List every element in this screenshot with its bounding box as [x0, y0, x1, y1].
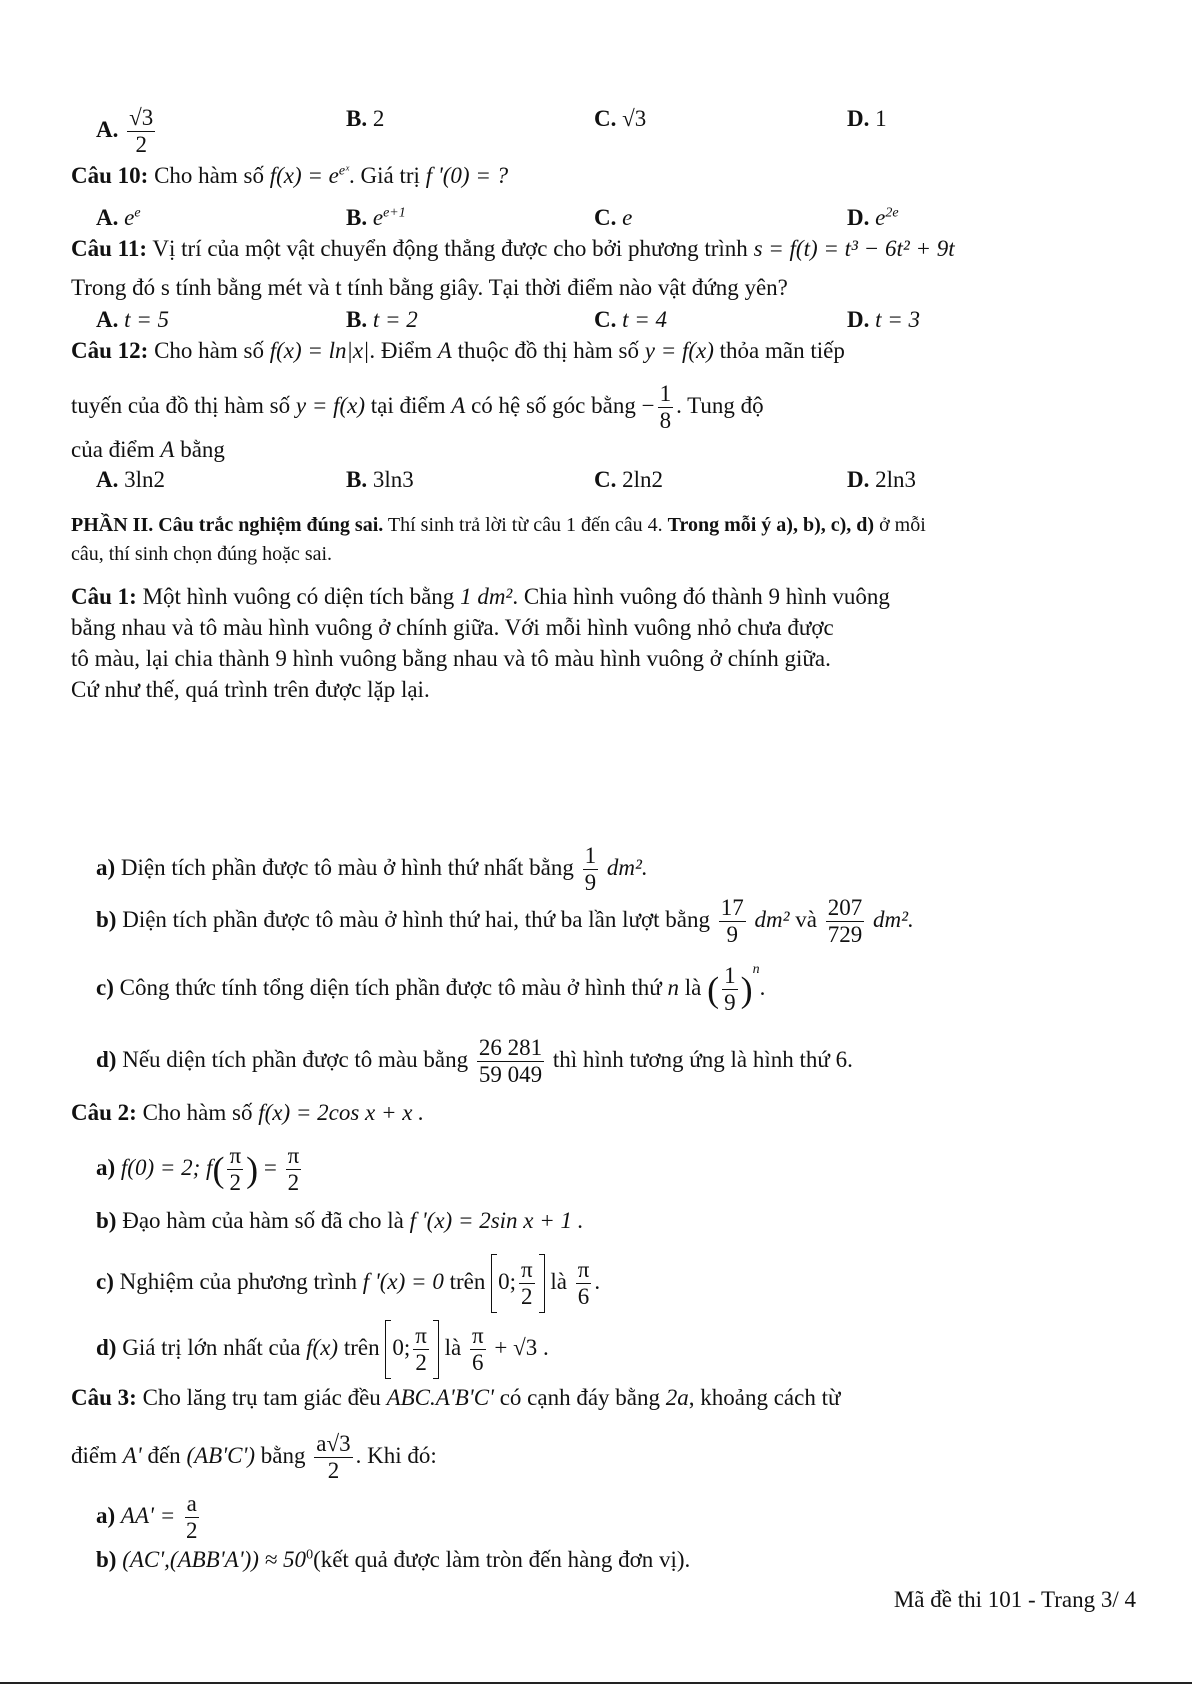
- q9-option-b-label: B.: [346, 106, 368, 131]
- q11-option-c-label: C.: [594, 307, 617, 332]
- p2q1-b-unit1: dm²: [754, 906, 790, 932]
- part2-heading: [71, 514, 926, 537]
- p2q2-d-la: là: [444, 1334, 462, 1360]
- q12-line3-text-b: bằng: [180, 437, 225, 462]
- q11-text: Vị trí của một vật chuyển động thẳng được cho bởi phương trình: [152, 236, 748, 261]
- q12-slope-den: 8: [659, 408, 672, 434]
- q9-option-c-label: C.: [594, 106, 617, 131]
- p2q2-a-result: [286, 1144, 302, 1195]
- q12-function: f(x) = ln|x|: [269, 338, 370, 363]
- p2q1-c-den: 9: [724, 990, 736, 1016]
- p2q3-b-text: (kết quả được làm tròn đến hàng đơn vị).: [313, 1547, 691, 1572]
- q10-stem: [71, 163, 508, 189]
- q12-option-c-value: 2ln2: [622, 467, 664, 492]
- p2q3-line2-bang: bằng: [260, 1442, 306, 1468]
- q12-option-d-label: D.: [847, 467, 870, 492]
- q12-option-b-label: B.: [346, 467, 368, 492]
- p2q2-stem: [71, 1100, 424, 1126]
- p2q1-text-b: . Chia hình vuông đó thành 9 hình vuông: [512, 584, 890, 609]
- p2q1-b-label: b): [96, 906, 117, 932]
- p2q1-d-den: 59 049: [478, 1062, 543, 1088]
- p2q1-item-c: [96, 962, 765, 1015]
- p2q2-item-c: [96, 1254, 600, 1313]
- q9-option-a-label: A.: [96, 116, 119, 142]
- p2q2-c-answer: [576, 1258, 592, 1309]
- q10-function-exp: eˣ: [338, 163, 350, 179]
- q12-text3: thuộc đồ thị hàm số: [457, 338, 639, 363]
- q12-line3-point: A: [160, 437, 175, 462]
- q10-ask: f '(0) = ?: [425, 163, 509, 188]
- q11-option-a-label: A.: [96, 307, 119, 332]
- q10-function: [270, 163, 349, 188]
- p2q1-d-label: d): [96, 1046, 117, 1072]
- p2q2-b-label: b): [96, 1208, 117, 1233]
- p2q1-item-d: [96, 1036, 853, 1087]
- p2q3-a-den: 2: [185, 1518, 198, 1544]
- p2q1-c-n: n: [667, 975, 679, 1000]
- p2q1-b-text: Diện tích phần được tô màu ở hình thứ hai, thứ ba lần lượt bằng: [122, 906, 710, 932]
- q10-option-a-exp: e: [134, 205, 141, 221]
- q11-option-c-value: t = 4: [622, 307, 668, 332]
- q11-stem: [71, 236, 955, 262]
- p2q3-a-lhs: AA' =: [120, 1502, 176, 1528]
- p2q1-c-end: .: [759, 975, 766, 1000]
- q11-option-d-label: D.: [847, 307, 870, 332]
- p2q1-b-num2: 207: [826, 896, 865, 922]
- p2q2-a-label: a): [96, 1154, 116, 1180]
- p2q3-item-a: [96, 1492, 202, 1543]
- p2q3-line2-den-text: đến: [147, 1442, 181, 1468]
- q12-line2-text: tuyến của đồ thị hàm số: [71, 392, 291, 418]
- p2q1-a-unit: dm².: [606, 854, 648, 880]
- q10-option-a-label: A.: [96, 205, 119, 230]
- p2q1-c-label: c): [96, 975, 114, 1000]
- page-footer: Mã đề thi 101 - Trang 3/ 4: [893, 1587, 1136, 1612]
- q12-line2-point: A: [451, 392, 466, 418]
- q12-line2-text-d: . Tung độ: [676, 392, 764, 418]
- p2q2-d-label: d): [96, 1334, 117, 1360]
- q11-formula: s = f(t) = t³ − 6t² + 9t: [753, 236, 955, 261]
- q11-option-d-value: t = 3: [875, 307, 921, 332]
- p2q1-line3: tô màu, lại chia thành 9 hình vuông bằng nhau và tô màu hình vuông ở chính giữa.: [71, 646, 831, 671]
- q12-options: [96, 467, 1096, 495]
- q10-text2: . Giá trị: [349, 163, 420, 188]
- p2q3-b-degree: 0: [306, 1547, 314, 1563]
- q10-function-base: f(x) = e: [269, 163, 339, 188]
- q9-option-c-value: √3: [622, 106, 647, 131]
- p2q2-c-interval-start: 0;: [498, 1268, 516, 1294]
- p2q3-point: A': [122, 1442, 142, 1468]
- q12-slope-num: 1: [658, 382, 674, 408]
- q10-option-c-value: e: [622, 205, 633, 230]
- p2q2-d-plus: + √3 .: [494, 1334, 549, 1360]
- q12-line3: [71, 437, 225, 463]
- p2q2-a-expr: f(0) = 2; f: [120, 1154, 213, 1180]
- p2q2-a-eq: =: [263, 1154, 277, 1180]
- p2q2-b-text: Đạo hàm của hàm số đã cho là: [122, 1208, 404, 1233]
- p2q1-item-a: [96, 844, 648, 895]
- q10-option-b-base: e: [372, 205, 384, 230]
- p2q1-a-fraction: [583, 844, 599, 895]
- p2q1-item-b: [96, 896, 914, 947]
- p2q3-text3: , khoảng cách từ: [688, 1385, 841, 1410]
- p2q3-distance-num: a√3: [314, 1432, 352, 1458]
- p2q2-item-d: [96, 1320, 549, 1379]
- p2q1-b-unit2: dm².: [872, 906, 914, 932]
- p2q2-d-answer-den: 6: [472, 1350, 484, 1376]
- q12-line2-text-b: tại điểm: [370, 392, 446, 418]
- left-paren-icon: (: [707, 969, 720, 1010]
- q10-option-a-value: [124, 205, 140, 230]
- p2q2-d-interval-start: 0;: [392, 1334, 411, 1360]
- p2q2-c-text: Nghiệm của phương trình: [119, 1268, 357, 1294]
- p2q1-a-label: a): [96, 854, 116, 880]
- q12-text2: . Điểm: [369, 338, 432, 363]
- p2q3-a-fraction: [184, 1492, 200, 1543]
- q12-text4: thỏa mãn tiếp: [719, 338, 845, 363]
- p2q2-item-a: [96, 1144, 304, 1195]
- p2q3-line2-end: . Khi đó:: [355, 1442, 437, 1468]
- p2q3-text1: Cho lăng trụ tam giác đều: [142, 1385, 381, 1410]
- bottom-rule: [0, 1682, 1192, 1684]
- left-paren-icon: (: [212, 1149, 225, 1190]
- q10-options: [96, 205, 1096, 235]
- p2q1-stem: [71, 584, 890, 610]
- p2q1-c-fraction: [722, 964, 738, 1015]
- p2q2-a-result-den: 2: [287, 1170, 300, 1196]
- q12-option-b-value: 3ln3: [372, 467, 414, 492]
- q9-option-d-value: 1: [875, 106, 887, 131]
- p2q1-a-text: Diện tích phần được tô màu ở hình thứ nhất bằng: [120, 854, 574, 880]
- p2q2-d-interval-num: π: [413, 1324, 429, 1350]
- p2q1-label: Câu 1:: [71, 584, 137, 609]
- p2q3-stem: [71, 1385, 840, 1411]
- part2-title: PHẦN II. Câu trắc nghiệm đúng sai.: [71, 514, 384, 536]
- q10-option-d-exp: 2e: [885, 205, 899, 221]
- p2q3-side: 2a: [665, 1385, 689, 1410]
- q12-option-a-value: 3ln2: [124, 467, 166, 492]
- p2q3-text2: có cạnh đáy bằng: [499, 1385, 660, 1410]
- q12-point: A: [437, 338, 452, 363]
- part2-instruction: Thí sinh trả lời từ câu 1 đến câu 4.: [387, 514, 663, 536]
- q12-label: Câu 12:: [71, 338, 149, 363]
- p2q1-b-fraction2: [826, 896, 865, 947]
- p2q2-function: f(x) = 2cos x + x .: [258, 1100, 424, 1125]
- q12-option-d-value: 2ln3: [875, 467, 917, 492]
- p2q1-c-la: là: [684, 975, 702, 1000]
- p2q2-d-answer-num: π: [470, 1324, 486, 1350]
- p2q2-c-interval: [491, 1254, 545, 1313]
- q10-text: Cho hàm số: [154, 163, 264, 188]
- q12-line2-function: y = f(x): [295, 392, 366, 418]
- p2q2-d-interval-den: 2: [415, 1350, 427, 1376]
- p2q2-c-interval-num: π: [519, 1258, 535, 1284]
- p2q2-text: Cho hàm số: [142, 1100, 253, 1125]
- q10-option-d-label: D.: [847, 205, 870, 230]
- q12-slope-fraction: [658, 382, 674, 433]
- q9-option-b-value: 2: [372, 106, 385, 131]
- q12-function2: y = f(x): [644, 338, 714, 363]
- q11-option-b-label: B.: [346, 307, 368, 332]
- p2q2-d-func: f(x): [306, 1334, 339, 1360]
- p2q1-a-num: 1: [583, 844, 599, 870]
- p2q1-d-fraction: [477, 1036, 544, 1087]
- p2q1-c-num: 1: [722, 964, 738, 990]
- p2q2-c-interval-den: 2: [521, 1284, 533, 1310]
- q12-slope-sign: −: [641, 392, 655, 418]
- p2q2-c-expr: f '(x) = 0: [362, 1268, 444, 1294]
- p2q1-b-num1: 17: [719, 896, 746, 922]
- p2q1-line4: Cứ như thế, quá trình trên được lặp lại.: [71, 677, 430, 702]
- p2q2-d-answer: [470, 1324, 486, 1375]
- q10-option-b-label: B.: [346, 205, 368, 230]
- part2-instruction-bold: Trong mỗi ý a), b), c), d): [667, 514, 875, 536]
- p2q1-text: Một hình vuông có diện tích bằng: [142, 584, 455, 609]
- p2q3-a-label: a): [96, 1502, 116, 1528]
- p2q2-label: Câu 2:: [71, 1100, 137, 1125]
- p2q1-c-exp: n: [752, 962, 760, 977]
- p2q2-c-end: .: [594, 1268, 601, 1294]
- p2q3-distance-den: 2: [327, 1458, 340, 1484]
- q11-line2: Trong đó s tính bằng mét và t tính bằng giây. Tại thời điểm nào vật đứng yên?: [71, 275, 788, 300]
- p2q1-d-text2: thì hình tương ứng là hình thứ 6.: [552, 1046, 853, 1072]
- q12-line2: [71, 382, 764, 433]
- p2q1-line2: bằng nhau và tô màu hình vuông ở chính giữa. Với mỗi hình vuông nhỏ chưa được: [71, 615, 834, 640]
- p2q3-line2: [71, 1432, 437, 1483]
- p2q1-b-and: và: [795, 906, 817, 932]
- p2q3-item-b: [96, 1547, 690, 1573]
- p2q3-prism: ABC.A'B'C': [386, 1385, 494, 1410]
- p2q2-d-interval: [385, 1320, 439, 1379]
- part2-instruction-end: ở mỗi: [879, 514, 926, 536]
- q11-label: Câu 11:: [71, 236, 148, 261]
- q11-option-a-value: t = 5: [124, 307, 170, 332]
- p2q1-area: 1 dm²: [460, 584, 513, 609]
- p2q1-c-text: Công thức tính tổng diện tích phần được tô màu ở hình thứ: [119, 975, 662, 1000]
- p2q2-b-expr: f '(x) = 2sin x + 1 .: [409, 1208, 584, 1233]
- q10-option-b-value: [373, 205, 406, 230]
- p2q2-c-interval-end: [519, 1258, 535, 1309]
- p2q2-c-tren: trên: [449, 1268, 486, 1294]
- right-paren-icon: ): [740, 969, 753, 1010]
- p2q1-b-den2: 729: [827, 922, 863, 948]
- q10-option-a-base: e: [124, 205, 135, 230]
- p2q3-a-num: a: [185, 1492, 199, 1518]
- q11-option-b-value: t = 2: [372, 307, 418, 332]
- p2q2-a-result-num: π: [286, 1144, 302, 1170]
- right-paren-icon: ): [246, 1149, 259, 1190]
- p2q2-item-b: [96, 1208, 584, 1234]
- p2q3-plane: (AB'C'): [186, 1442, 256, 1468]
- p2q2-c-label: c): [96, 1268, 114, 1294]
- q9-option-d-label: D.: [847, 106, 870, 131]
- p2q3-b-expr: (AC',(ABB'A')) ≈ 50: [122, 1547, 307, 1572]
- p2q2-d-interval-end: [413, 1324, 429, 1375]
- q12-option-a-label: A.: [96, 467, 119, 492]
- q9-options: [96, 88, 1096, 158]
- p2q3-b-label: b): [96, 1547, 117, 1572]
- p2q3-line2-text: điểm: [71, 1442, 117, 1468]
- p2q1-d-text: Nếu diện tích phần được tô màu bằng: [122, 1046, 469, 1072]
- p2q1-d-num: 26 281: [477, 1036, 544, 1062]
- p2q2-a-arg: [227, 1144, 243, 1195]
- p2q1-c-power: [707, 962, 760, 1016]
- p2q2-c-answer-num: π: [576, 1258, 592, 1284]
- q10-label: Câu 10:: [71, 163, 149, 188]
- q11-options: [96, 307, 1096, 335]
- p2q1-b-den1: 9: [726, 922, 738, 948]
- q12-line2-text-c: có hệ số góc bằng: [471, 392, 636, 418]
- q12-text1: Cho hàm số: [154, 338, 264, 363]
- p2q3-label: Câu 3:: [71, 1385, 137, 1410]
- q10-option-d-base: e: [875, 205, 886, 230]
- q10-option-d-value: [875, 205, 898, 230]
- p2q1-a-den: 9: [584, 870, 597, 896]
- p2q2-d-text: Giá trị lớn nhất của: [122, 1334, 301, 1360]
- p2q2-a-arg-num: π: [227, 1144, 243, 1170]
- q12-line3-text: của điểm: [71, 437, 155, 462]
- q9-option-a-fraction: $\frac{√3}{2}$: [129, 105, 154, 158]
- part2-line2: câu, thí sinh chọn đúng hoặc sai.: [71, 543, 333, 565]
- q10-option-c-label: C.: [594, 205, 617, 230]
- q12-stem: [71, 338, 845, 364]
- p2q2-c-la: là: [550, 1268, 567, 1294]
- p2q1-b-fraction1: [719, 896, 746, 947]
- p2q2-d-tren: trên: [343, 1334, 380, 1360]
- q10-option-b-exp: e+1: [383, 205, 406, 221]
- p2q2-c-answer-den: 6: [577, 1284, 590, 1310]
- p2q3-distance: [314, 1432, 352, 1483]
- q12-option-c-label: C.: [594, 467, 617, 492]
- p2q2-a-arg-den: 2: [229, 1170, 242, 1196]
